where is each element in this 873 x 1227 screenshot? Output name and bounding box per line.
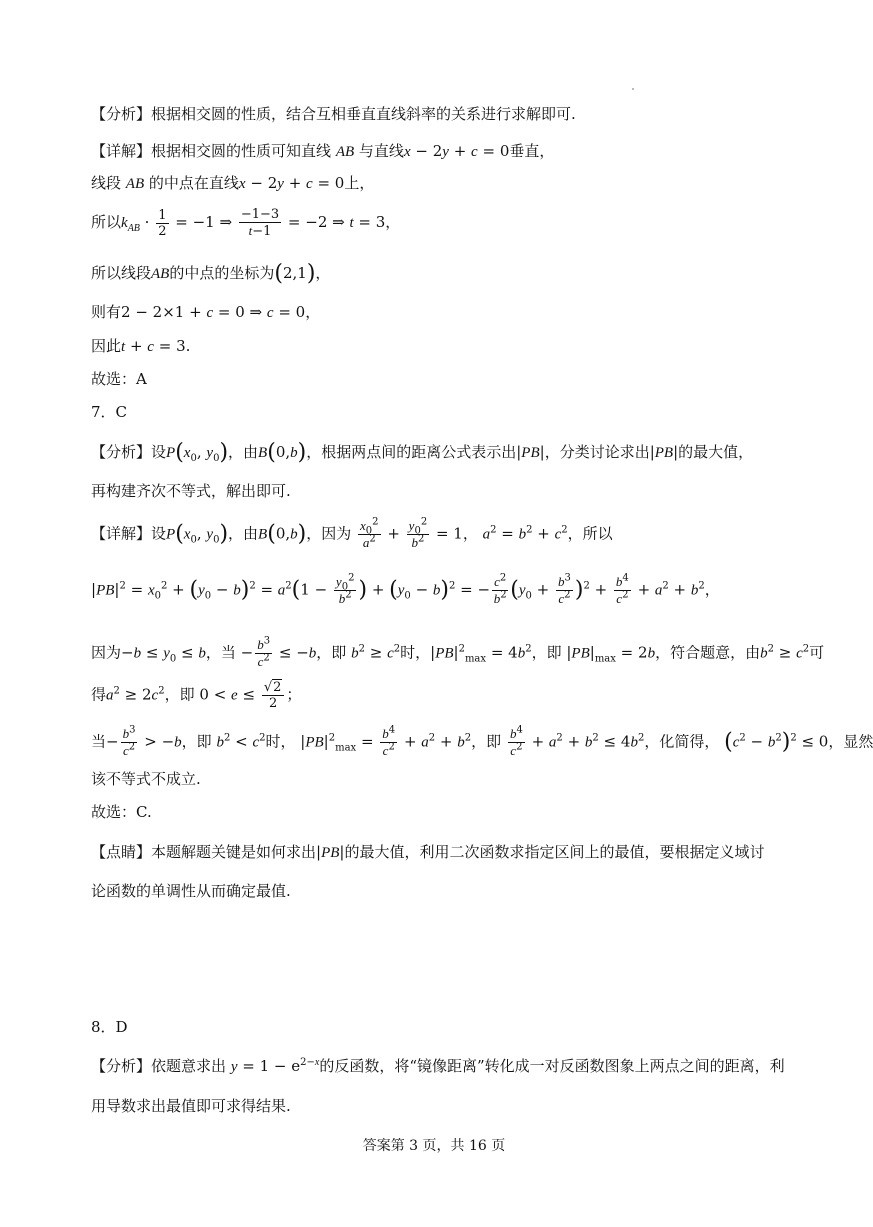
detail-line-6d: 所以线段AB的中点的坐标为(2,1)， [91,261,331,286]
detail-line-6f: 因此t + c = 3. [91,337,191,355]
answer-6: 故选：A [91,370,147,388]
detail-line-6e: 则有2 − 2×1 + c = 0 ⇒ c = 0， [91,303,321,321]
note-line-7a: 【点睛】本题解题关键是如何求出|PB|的最大值，利用二次函数求指定区间上的最值，要根据定义域讨 [91,843,765,861]
detail-line-7d: 得$a^2 \ge 2c^2$，即 0 < e ≤ $\frac{√2}{2}$ ； [91,680,302,711]
detail-line-6b: 线段 AB 的中点在直线x − 2y + c = 0上， [91,174,375,192]
answer-7: 故选：C. [91,803,152,821]
analysis-line-6: 【分析】根据相交圆的性质，结合互相垂直直线斜率的关系进行求解即可. [91,105,576,123]
analysis-tag: 【分析】 [91,105,152,123]
scan-speck [632,88,634,90]
detail-line-6c: 所以$k_{AB}$ · $\frac{1}{2}$ = −1 ⇒ $\frac{-1-3}{t-1}$ = −2 ⇒ t = 3， [91,207,401,239]
detail-line-7a: 【详解】设$P(x_0$, $y_0$)，由B(0,b)，因为 $\frac{x_0^2}{a^2}$ + $\frac{y_0^2}{b^2}$ = 1， $a^2 = b^2 + c^2$，所以 [91,516,613,550]
analysis-line-7b: 再构建齐次不等式，解出即可. [91,482,291,500]
detail-line-7e: 当− $\frac{b^3}{c^2}$ > −b，即 $b^2 < c^2$时， $|PB|^2_{max}$ = $\frac{b^4}{c^2}$ + $a^2 + b^2$，即 $\frac{b^4}{c^2}$ + $a^2 + b^2 \le 4b^2$，化简得， $(c^2 - b^2)^2 \le 0$，显然 [91,724,873,758]
analysis-line-8a: 【分析】依题意求出 $y = 1 - e^{2-x}$的反函数，将“镜像距离”转化成一对反函数图象上两点之间的距离，利 [91,1057,785,1075]
analysis-line-7: 【分析】设$P(x_0$, $y_0$)，由B(0,b)，根据两点间的距离公式表示出|PB|，分类讨论求出|PB|的最大值， [91,440,754,465]
detail-line-7c: 因为$-b \le y_0 \le b$，当 − $\frac{b^3}{c^2}$ ≤ −b，即 $b^2 \ge c^2$时，$|PB|^2_{max} = 4b^2$，即 $|PB|_{max} = 2b$，符合题意，由$b^2 \ge c^2$可 [91,635,825,669]
analysis-line-8b: 用导数求出最值即可求得结果. [91,1097,291,1115]
detail-line-7f: 该不等式不成立. [91,770,201,788]
page-footer: 答案第 3 页，共 16 页 [362,1138,506,1154]
question-8-header: 8．D [91,1018,128,1036]
question-7-header: 7．C [91,403,128,421]
detail-line-7b: $|PB|^2 = x_0^2 + (y_0 - b)^2 = a^2(1$ − $\frac{y_0^2}{b^2}$ ) + $(y_0 - b)^2$ = − $\frac{c^2}{b^2}$ ($y_0$ + $\frac{b^3}{c^2}$ )$^2$ + $\frac{b^4}{c^2}$ + $a^2 + b^2$， [91,572,720,606]
detail-line-6a: 【详解】根据相交圆的性质可知直线 AB 与直线x − 2y + c = 0垂直， [91,142,555,160]
note-line-7b: 论函数的单调性从而确定最值. [91,882,291,900]
